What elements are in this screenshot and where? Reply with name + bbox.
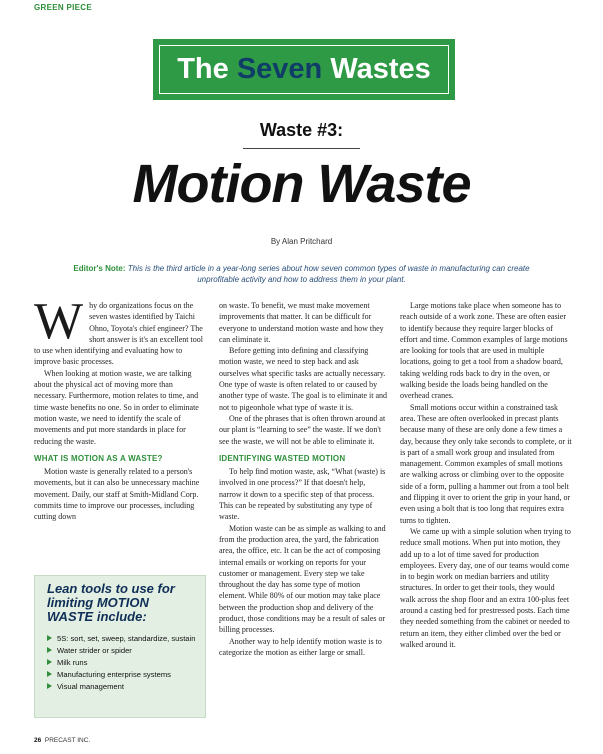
column-1 [34,293,205,523]
sidebar-list [47,634,203,694]
subheading: IDENTIFYING WASTED MOTION [219,453,346,463]
list-item [47,646,203,656]
list-item-text: Water strider or spider [57,646,132,655]
page-footer [34,737,90,744]
editors-note [60,263,543,285]
list-item [47,670,203,680]
article-title: Motion Waste [132,154,471,214]
paragraph: We came up with a simple solution when trying to reduce small motions. When put into motion, they add up to a lot of time saved for production employees. Every day, one of our teams would come in to begin work on median barriers and utility structures. In order to get their tools, they would walk across the shop floor and an extra 100-plus feet around a casting bed for prestressed posts. Each time they needed something from the cabinet or needed to return an item, they either climbed over the bed or walked around it. [400,526,571,649]
paragraph: To help find motion waste, ask, “What (waste) is involved in one process?” If that doesn't help, narrow it down to a specific step of that process. This can be repeated by substituting any type of waste. [219,467,386,522]
paragraph: Small motions occur within a constrained task area. These are often overlooked in precast plants because many of these are only done a few times a day, because they only take seconds to complete, or it is part of a small work group and insulated from management. Common examples of small motions are walking across or climbing over to the opposite side of a form, pulling a hammer out from a tool belt and flipping it over to orient the grip in your hand, or even using a bolt that is too long that requires extra turns to tighten. [400,402,572,525]
sidebar-title-part: include: [93,609,147,624]
list-item [47,658,203,668]
paragraph: Large motions take place when someone has to reach outside of a work zone. These are often easier to identify because they require larger blocks of effort and time. Common examples of large motions are looking for tools that are used in multiple locations, going to get a tool from a shadow board, taking welding rods back to dry in the oven, or walking beside the loads being handled on the overhead cranes. [400,301,568,401]
intro-paragraph [34,293,205,368]
byline: By Alan Pritchard [270,237,333,246]
triangle-bullet-icon [47,683,52,689]
paragraph: When looking at motion waste, we are talking about the physical act of moving more than necessary. Furthermore, motion relates to time, and time waste benefits no one. So in order to eliminate motion waste, we need to identify the scale of movements and put more standards in place for reducing the waste. [34,368,199,446]
banner-word-wastes: Wastes [322,53,431,85]
lean-tools-sidebar [34,575,206,718]
paragraph: Another way to help identify motion waste is to categorize the motion as either large or small. [219,636,382,657]
triangle-bullet-icon [47,647,52,653]
section-label: GREEN PIECE [34,3,92,12]
list-item-text: Visual management [57,682,124,691]
kicker-divider [243,148,360,149]
publication-name: PRECAST INC. [44,737,91,744]
triangle-bullet-icon [47,635,52,641]
editors-note-label: Editor's Note: [73,264,126,273]
paragraph: Motion waste is generally related to a person's movements, but it can also be unnecessary machine movement. Daily, our staff at Smith-Midland Corp. commits time to improve our processes, including cutting down [34,467,200,522]
paragraph: Motion waste can be as simple as walking to and from the production area, the yard, the fabrication area, the office, etc. It can be the act of composing internal emails or working on reports for your customer or management. Every step we take throughout the day has some type of motion element. While 80% of our motion may take place between the production shop and delivery of the product, those conditions may be a result of sales or billing processes. [219,523,386,635]
triangle-bullet-icon [47,671,52,677]
page-number: 26 [34,737,42,744]
paragraph: One of the phrases that is often thrown around at our plant is “learning to see” the waste. If we don't see the waste, we will not be able to eliminate it. [219,413,386,446]
list-item [47,634,203,644]
list-item-text: Milk runs [57,658,88,667]
article-kicker: Waste #3: [259,120,344,140]
editors-note-text: This is the third article in a year-long series about how seven common types of waste in manufacturing can create unprofitable activity and how to address them in your plant. [125,264,530,284]
sidebar-title-part: Lean tools to use for limiting [47,581,175,610]
list-item [47,682,203,692]
column-2 [219,300,389,658]
list-item-text: 5S: sort, set, sweep, standardize, sustain [57,634,196,643]
series-banner [153,39,455,100]
intro-text: hy do organizations focus on the seven wastes identified by Taichi Ohno, Toyota's chief engineer? The short answer is it's an excellent tool to use when identifying and evaluating how to improve basic processes. [34,301,203,367]
subheading: WHAT IS MOTION AS A WASTE? [34,453,163,463]
list-item-text: Manufacturing enterprise systems [57,670,171,679]
column-3 [400,300,572,650]
paragraph: Before getting into defining and classifying motion waste, we need to step back and ask ourselves what specific tasks are actually necessary. One type of waste is often related to or caused by another type of waste. The goal is to eliminate it and not to pigeonhole what type of waste it is. [219,346,388,412]
sidebar-title-emphasis: MOTION WASTE [47,595,149,624]
paragraph: on waste. To benefit, we must make movement improvements that matter. It can be difficult for everyone to understand motion waste and how they can eliminate it. [219,301,384,344]
sidebar-title [47,582,197,624]
triangle-bullet-icon [47,659,52,665]
banner-word-seven: Seven [236,53,323,85]
drop-cap: W [34,293,84,350]
banner-title [177,53,431,86]
banner-word-the: The [177,53,237,85]
